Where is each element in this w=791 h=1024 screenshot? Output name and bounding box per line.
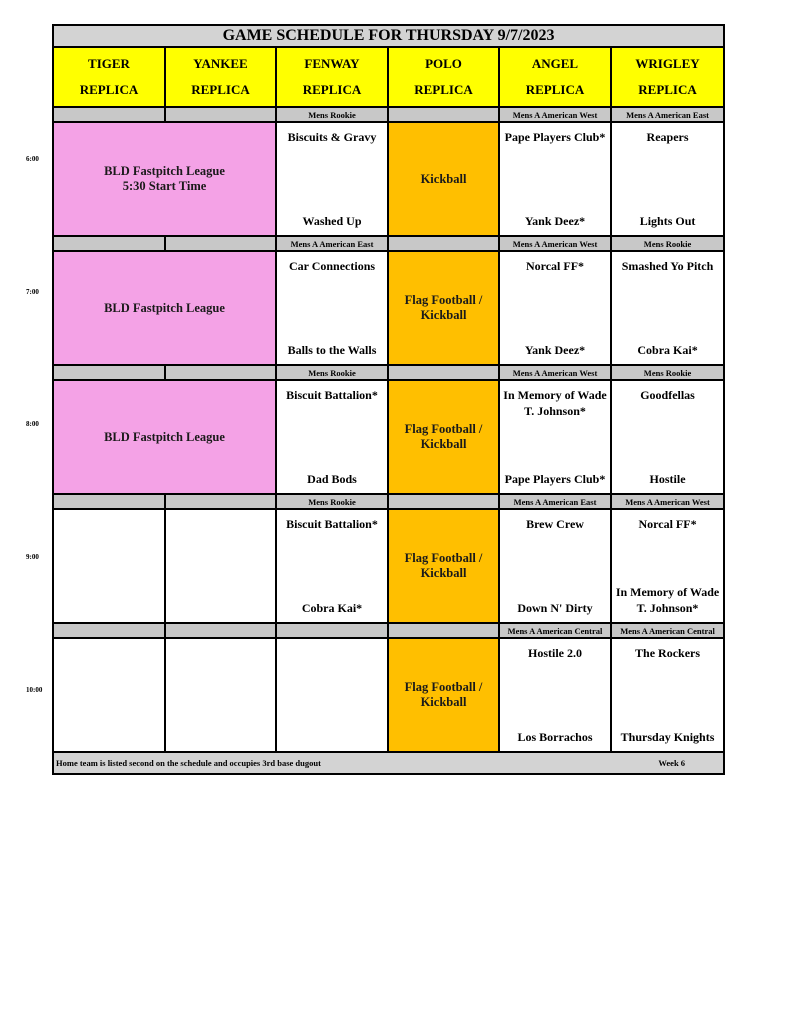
division-row-9 — [53, 494, 724, 509]
division-label-angel: Mens A American West — [499, 365, 611, 380]
division-row-8 — [53, 365, 724, 380]
division-label-angel: Mens A American Central — [499, 623, 611, 638]
away-team: Reapers — [646, 130, 689, 144]
away-team: Norcal FF* — [525, 259, 585, 273]
field-header-wrigley: WRIGLEY REPLICA — [611, 47, 724, 107]
game-cell-angel — [499, 509, 611, 623]
game-row-7 — [53, 251, 724, 365]
game-row-6 — [53, 122, 724, 236]
home-team-note: Home team is listed second on the schedule and occupies 3rd base dugout — [56, 758, 321, 768]
away-team: Biscuit Battalion* — [286, 388, 378, 402]
home-team: Los Borrachos — [517, 730, 593, 744]
game-cell-yankee — [165, 509, 276, 623]
away-team: Goodfellas — [640, 388, 695, 402]
home-team: Balls to the Walls — [287, 343, 377, 357]
away-team: Hostile 2.0 — [528, 646, 582, 660]
away-team: Car Connections — [288, 259, 376, 273]
division-label-fenway: Mens Rookie — [276, 494, 388, 509]
game-cell-polo: Flag Football / Kickball — [388, 251, 499, 365]
field-header-yankee: YANKEE REPLICA — [165, 47, 276, 107]
home-team: Lights Out — [639, 214, 696, 228]
game-cell-angel — [499, 638, 611, 752]
game-cell-fenway — [276, 380, 388, 494]
home-team: In Memory of Wade T. Johnson* — [615, 585, 720, 615]
field-header-tiger: TIGER REPLICA — [53, 47, 165, 107]
division-label-wrigley: Mens Rookie — [611, 365, 724, 380]
away-team: Smashed Yo Pitch — [621, 259, 714, 273]
home-team: Pape Players Club* — [504, 472, 606, 486]
fastpitch-league-block: BLD Fastpitch League — [53, 251, 276, 365]
division-label-fenway: Mens A American East — [276, 236, 388, 251]
division-label-fenway: Mens Rookie — [276, 107, 388, 122]
game-cell-yankee — [165, 638, 276, 752]
home-team: Thursday Knights — [620, 730, 715, 744]
home-team: Down N' Dirty — [517, 601, 593, 615]
field-header-angel: ANGEL REPLICA — [499, 47, 611, 107]
away-team: The Rockers — [635, 646, 701, 660]
game-cell-wrigley — [611, 251, 724, 365]
away-team: Pape Players Club* — [504, 130, 606, 144]
division-row-10 — [53, 623, 724, 638]
game-cell-polo: Flag Football / Kickball — [388, 509, 499, 623]
field-header-polo: POLO REPLICA — [388, 47, 499, 107]
game-cell-angel — [499, 122, 611, 236]
footer-row — [53, 752, 724, 774]
game-cell-polo: Kickball — [388, 122, 499, 236]
game-cell-wrigley — [611, 380, 724, 494]
home-team: Dad Bods — [307, 472, 357, 486]
game-cell-angel — [499, 380, 611, 494]
game-cell-tiger — [53, 509, 165, 623]
home-team: Yank Deez* — [524, 343, 586, 357]
game-cell-wrigley — [611, 122, 724, 236]
division-label-angel: Mens A American East — [499, 494, 611, 509]
game-cell-fenway — [276, 638, 388, 752]
away-team: Biscuits & Gravy — [287, 130, 377, 144]
home-team: Washed Up — [302, 214, 362, 228]
game-cell-fenway — [276, 251, 388, 365]
game-cell-polo: Flag Football / Kickball — [388, 638, 499, 752]
game-cell-fenway — [276, 509, 388, 623]
game-cell-tiger — [53, 638, 165, 752]
home-team: Cobra Kai* — [301, 601, 363, 615]
week-label: Week 6 — [658, 758, 686, 768]
division-label-wrigley: Mens A American Central — [611, 623, 724, 638]
division-label-wrigley: Mens A American West — [611, 494, 724, 509]
division-row-6 — [53, 107, 724, 122]
away-team: Norcal FF* — [638, 517, 697, 531]
home-team: Hostile — [649, 472, 686, 486]
page-title: GAME SCHEDULE FOR THURSDAY 9/7/2023 — [53, 25, 724, 47]
home-team: Yank Deez* — [524, 214, 586, 228]
game-cell-fenway — [276, 122, 388, 236]
home-team: Cobra Kai* — [637, 343, 698, 357]
game-row-10 — [53, 638, 724, 752]
game-cell-angel — [499, 251, 611, 365]
fastpitch-league-block: BLD Fastpitch League 5:30 Start Time — [53, 122, 276, 236]
game-cell-polo: Flag Football / Kickball — [388, 380, 499, 494]
time-label-10: 10:00 — [26, 686, 43, 694]
away-team: Biscuit Battalion* — [286, 517, 378, 531]
time-label-6: 6:00 — [26, 155, 39, 163]
game-row-8 — [53, 380, 724, 494]
division-row-7 — [53, 236, 724, 251]
schedule-table — [52, 24, 725, 775]
fastpitch-league-block: BLD Fastpitch League — [53, 380, 276, 494]
away-team: Brew Crew — [526, 517, 584, 531]
game-cell-wrigley — [611, 509, 724, 623]
time-label-9: 9:00 — [26, 553, 39, 561]
division-label-fenway: Mens Rookie — [276, 365, 388, 380]
division-label-wrigley: Mens A American East — [611, 107, 724, 122]
division-label-wrigley: Mens Rookie — [611, 236, 724, 251]
field-header-row — [53, 47, 724, 107]
division-label-angel: Mens A American West — [499, 107, 611, 122]
division-label-angel: Mens A American West — [499, 236, 611, 251]
game-row-9 — [53, 509, 724, 623]
game-cell-wrigley — [611, 638, 724, 752]
field-header-fenway: FENWAY REPLICA — [276, 47, 388, 107]
away-team: In Memory of Wade T. Johnson* — [503, 388, 607, 418]
time-label-8: 8:00 — [26, 420, 39, 428]
time-label-7: 7:00 — [26, 288, 39, 296]
footer-cell — [53, 752, 724, 774]
